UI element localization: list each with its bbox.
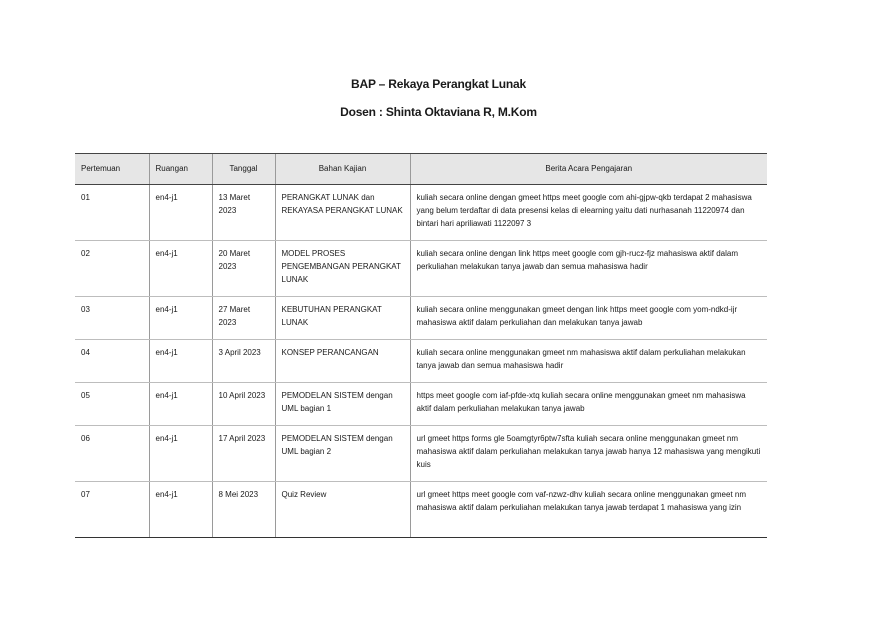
- cell-pertemuan: 06: [75, 426, 149, 482]
- cell-tanggal: 3 April 2023: [212, 340, 275, 383]
- cell-bahan-kajian: MODEL PROSES PENGEMBANGAN PERANGKAT LUNAK: [275, 241, 410, 297]
- cell-tanggal: 10 April 2023: [212, 383, 275, 426]
- cell-bahan-kajian: KONSEP PERANCANGAN: [275, 340, 410, 383]
- cell-bahan-kajian: Quiz Review: [275, 482, 410, 538]
- cell-bahan-kajian: PERANGKAT LUNAK dan REKAYASA PERANGKAT LUNAK: [275, 185, 410, 241]
- cell-ruangan: en4-j1: [149, 482, 212, 538]
- header-berita-acara: Berita Acara Pengajaran: [410, 154, 767, 185]
- cell-ruangan: en4-j1: [149, 185, 212, 241]
- table-row: [75, 426, 767, 482]
- cell-ruangan: en4-j1: [149, 241, 212, 297]
- cell-tanggal: 8 Mei 2023: [212, 482, 275, 538]
- table-row: [75, 241, 767, 297]
- cell-ruangan: en4-j1: [149, 426, 212, 482]
- cell-pertemuan: 07: [75, 482, 149, 538]
- header-tanggal: Tanggal: [212, 154, 275, 185]
- table-row: [75, 185, 767, 241]
- cell-bahan-kajian: PEMODELAN SISTEM dengan UML bagian 1: [275, 383, 410, 426]
- cell-bahan-kajian: KEBUTUHAN PERANGKAT LUNAK: [275, 297, 410, 340]
- cell-tanggal: 13 Maret 2023: [212, 185, 275, 241]
- cell-pertemuan: 02: [75, 241, 149, 297]
- header-ruangan: Ruangan: [149, 154, 212, 185]
- cell-berita-acara: kuliah secara online menggunakan gmeet nm mahasiswa aktif dalam perkuliahan melakukan tanya jawab dan semua mahasiswa hadir: [410, 340, 767, 383]
- cell-berita-acara: url gmeet https forms gle 5oamgtyr6ptw7sfta kuliah secara online menggunakan gmeet nm mahasiswa aktif dalam perkuliahan melakukan tanya jawab hanya 12 mahasiswa yang mengikuti kuis: [410, 426, 767, 482]
- lecturer-name: Dosen : Shinta Oktaviana R, M.Kom: [340, 105, 537, 119]
- cell-pertemuan: 04: [75, 340, 149, 383]
- table-row: [75, 383, 767, 426]
- cell-tanggal: 20 Maret 2023: [212, 241, 275, 297]
- table-row: [75, 340, 767, 383]
- teaching-record-table: [75, 153, 767, 538]
- cell-ruangan: en4-j1: [149, 383, 212, 426]
- cell-berita-acara: https meet google com iaf-pfde-xtq kuliah secara online menggunakan gmeet nm mahasiswa aktif dalam perkuliahan melakukan tanya jawab: [410, 383, 767, 426]
- header-bahan-kajian: Bahan Kajian: [275, 154, 410, 185]
- table-row: [75, 297, 767, 340]
- header-pertemuan: Pertemuan: [75, 154, 149, 185]
- cell-pertemuan: 05: [75, 383, 149, 426]
- document-title: BAP – Rekaya Perangkat Lunak: [351, 77, 526, 91]
- cell-tanggal: 17 April 2023: [212, 426, 275, 482]
- cell-berita-acara: url gmeet https meet google com vaf-nzwz-dhv kuliah secara online menggunakan gmeet nm mahasiswa aktif dalam perkuliahan melakukan tanya jawab terdapat 1 mahasiswa yang izin: [410, 482, 767, 538]
- cell-berita-acara: kuliah secara online dengan gmeet https meet google com ahi-gjpw-qkb terdapat 2 mahasiswa yang belum terdaftar di data presensi kelas di elearning yaitu dati nurhasanah 11220974 dan bintari hari apriliawati 1122097 3: [410, 185, 767, 241]
- cell-pertemuan: 03: [75, 297, 149, 340]
- cell-ruangan: en4-j1: [149, 297, 212, 340]
- cell-berita-acara: kuliah secara online menggunakan gmeet dengan link https meet google com yom-ndkd-ijr mahasiswa aktif dalam perkuliahan dan melakukan tanya jawab: [410, 297, 767, 340]
- cell-ruangan: en4-j1: [149, 340, 212, 383]
- cell-berita-acara: kuliah secara online dengan link https meet google com gjh-rucz-fjz mahasiswa aktif dalam perkuliahan melakukan tanya jawab dan semua mahasiswa hadir: [410, 241, 767, 297]
- table-row: [75, 482, 767, 538]
- cell-tanggal: 27 Maret 2023: [212, 297, 275, 340]
- cell-bahan-kajian: PEMODELAN SISTEM dengan UML bagian 2: [275, 426, 410, 482]
- table-header-row: [75, 154, 767, 185]
- cell-pertemuan: 01: [75, 185, 149, 241]
